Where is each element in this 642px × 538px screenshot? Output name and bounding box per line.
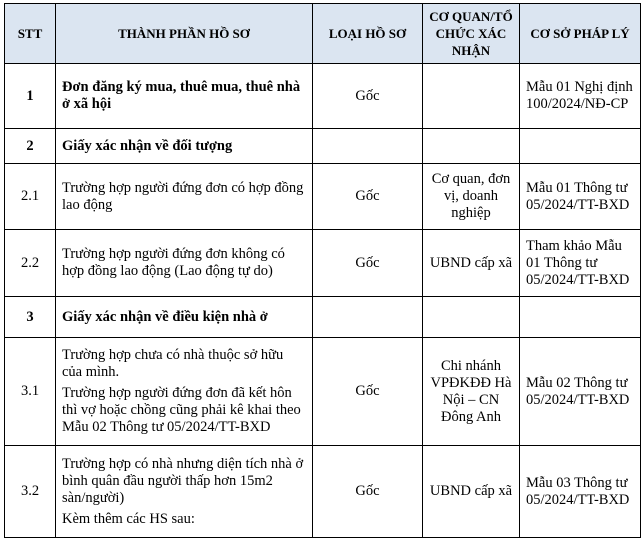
row-stt: 2.1 — [5, 164, 56, 230]
table-header-row — [5, 4, 641, 64]
row-stt: 3 — [5, 297, 56, 338]
row-legal — [520, 129, 641, 164]
row-agency — [423, 129, 520, 164]
row-agency: UBND cấp xã — [423, 446, 520, 538]
header-document-component: THÀNH PHẦN HỒ SƠ — [56, 4, 313, 64]
row-stt: 1 — [5, 64, 56, 129]
row-content: Giấy xác nhận về điều kiện nhà ở — [56, 297, 313, 338]
row-content: Giấy xác nhận về đối tượng — [56, 129, 313, 164]
row-stt: 3.2 — [5, 446, 56, 538]
row-agency: UBND cấp xã — [423, 230, 520, 297]
header-confirming-agency: CƠ QUAN/TỔ CHỨC XÁC NHẬN — [423, 4, 520, 64]
row-agency — [423, 297, 520, 338]
table-row — [5, 164, 641, 230]
row-stt: 2 — [5, 129, 56, 164]
row-content: Đơn đăng ký mua, thuê mua, thuê nhà ở xã hội — [56, 64, 313, 129]
row-content — [56, 446, 313, 538]
row-type: Gốc — [313, 164, 423, 230]
row-legal — [520, 297, 641, 338]
row-content-line: Trường hợp có nhà nhưng diện tích nhà ở bình quân đầu người thấp hơn 15m2 sàn/người) — [62, 455, 304, 506]
table-row — [5, 129, 641, 164]
row-content-line: Trường hợp người đứng đơn đã kết hôn thì vợ hoặc chồng cũng phải kê khai theo Mẫu 02 Thông tư 05/2024/TT-BXD — [62, 385, 301, 435]
table-row — [5, 338, 641, 446]
row-agency: Chi nhánh VPĐKĐĐ Hà Nội – CN Đông Anh — [423, 338, 520, 446]
row-type: Gốc — [313, 64, 423, 129]
row-content-line: Kèm thêm các HS sau: — [62, 510, 195, 527]
document-requirements-table — [4, 3, 641, 538]
row-type: Gốc — [313, 338, 423, 446]
row-stt: 3.1 — [5, 338, 56, 446]
row-legal: Mẫu 01 Thông tư 05/2024/TT-BXD — [520, 164, 641, 230]
row-stt: 2.2 — [5, 230, 56, 297]
row-legal: Tham khảo Mẫu 01 Thông tư 05/2024/TT-BXD — [520, 230, 641, 297]
row-agency — [423, 64, 520, 129]
row-legal: Mẫu 02 Thông tư 05/2024/TT-BXD — [520, 338, 641, 446]
row-legal: Mẫu 03 Thông tư 05/2024/TT-BXD — [520, 446, 641, 538]
table-row — [5, 446, 641, 538]
row-content-line: Trường hợp chưa có nhà thuộc sở hữu của mình. — [62, 347, 284, 380]
row-agency: Cơ quan, đơn vị, doanh nghiệp — [423, 164, 520, 230]
row-content: Trường hợp người đứng đơn không có hợp đồng lao động (Lao động tự do) — [56, 230, 313, 297]
header-document-type: LOẠI HỒ SƠ — [313, 4, 423, 64]
table-row — [5, 297, 641, 338]
header-legal-basis: CƠ SỞ PHÁP LÝ — [520, 4, 641, 64]
row-type: Gốc — [313, 230, 423, 297]
row-legal: Mẫu 01 Nghị định 100/2024/NĐ-CP — [520, 64, 641, 129]
header-stt: STT — [5, 4, 56, 64]
row-type: Gốc — [313, 446, 423, 538]
table-row — [5, 64, 641, 129]
row-type — [313, 129, 423, 164]
row-type — [313, 297, 423, 338]
table-row — [5, 230, 641, 297]
row-content: Trường hợp người đứng đơn có hợp đồng lao động — [56, 164, 313, 230]
row-content — [56, 338, 313, 446]
